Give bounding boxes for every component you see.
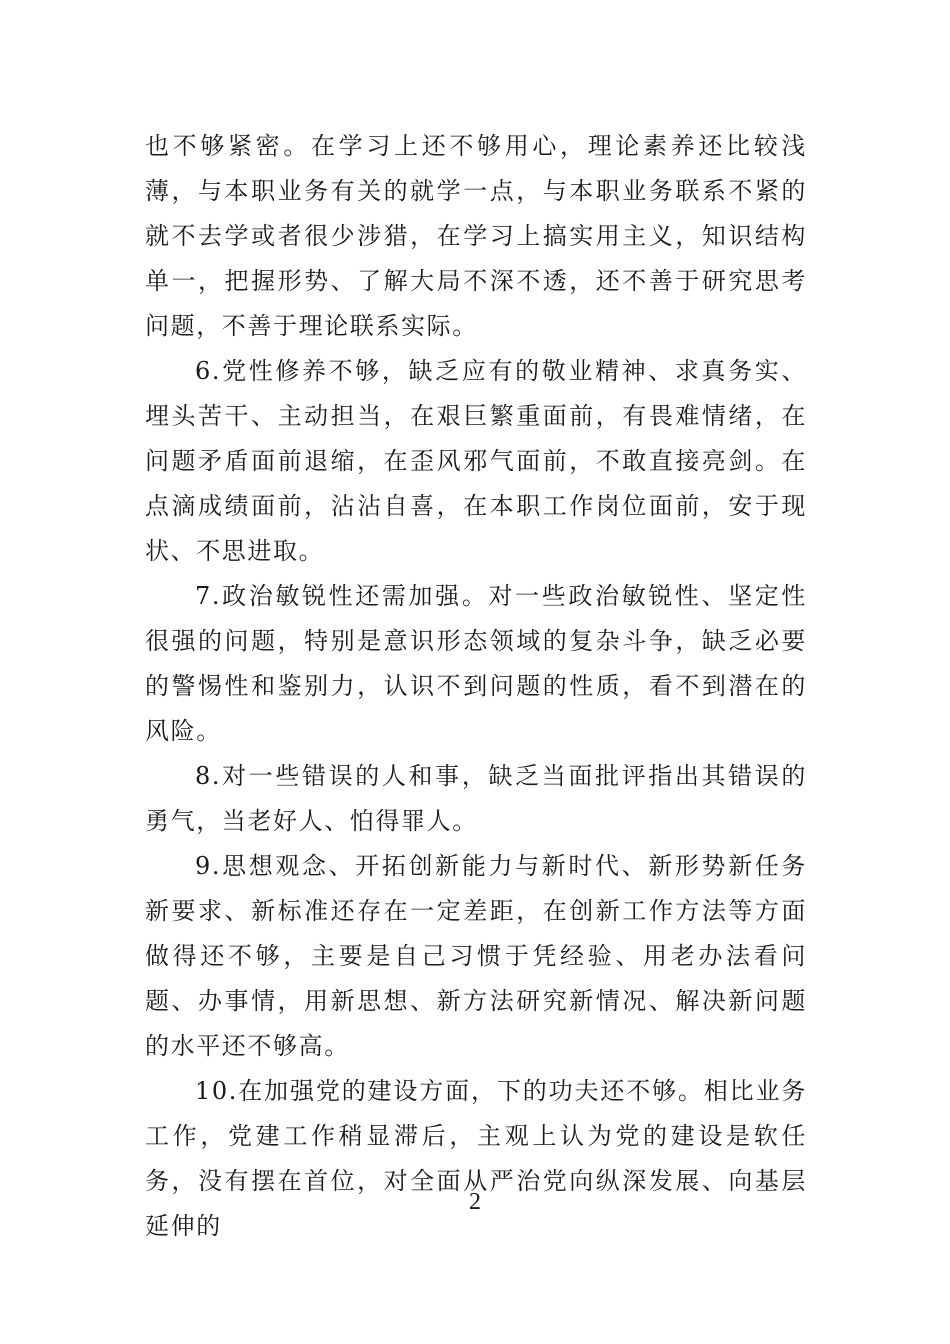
paragraph-item-6: 6.党性修养不够，缺乏应有的敬业精神、求真务实、埋头苦干、主动担当，在艰巨繁重面前，有畏难情绪，在问题矛盾面前退缩，在歪风邪气面前，不敢直接亮剑。在点滴成绩面前，沾沾自喜，在本职工作岗位面前，安于现状、不思进取。: [145, 357, 807, 565]
document-body: [145, 124, 807, 1249]
paragraph-item-9: 9.思想观念、开拓创新能力与新时代、新形势新任务新要求、新标准还存在一定差距，在创新工作方法等方面做得还不够，主要是自己习惯于凭经验、用老办法看问题、办事情，用新思想、新方法研究新情况、解决新问题的水平还不够高。: [145, 852, 807, 1060]
paragraph-item-7: 7.政治敏锐性还需加强。对一些政治敏锐性、坚定性很强的问题，特别是意识形态领域的复杂斗争，缺乏必要的警惕性和鉴别力，认识不到问题的性质，看不到潜在的风险。: [145, 582, 807, 745]
paragraph-item-10: 10.在加强党的建设方面，下的功夫还不够。相比业务工作，党建工作稍显滞后，主观上认为党的建设是软任务，没有摆在首位，对全面从严治党向纵深发展、向基层延伸的: [145, 1077, 807, 1240]
paragraph-item-8: 8.对一些错误的人和事，缺乏当面批评指出其错误的勇气，当老好人、怕得罪人。: [145, 762, 807, 835]
paragraph-continued: 也不够紧密。在学习上还不够用心，理论素养还比较浅薄，与本职业务有关的就学一点，与本职业务联系不紧的就不去学或者很少涉猎，在学习上搞实用主义，知识结构单一，把握形势、了解大局不深不透，还不善于研究思考问题，不善于理论联系实际。: [145, 132, 807, 340]
page-number: 2: [469, 1189, 481, 1215]
